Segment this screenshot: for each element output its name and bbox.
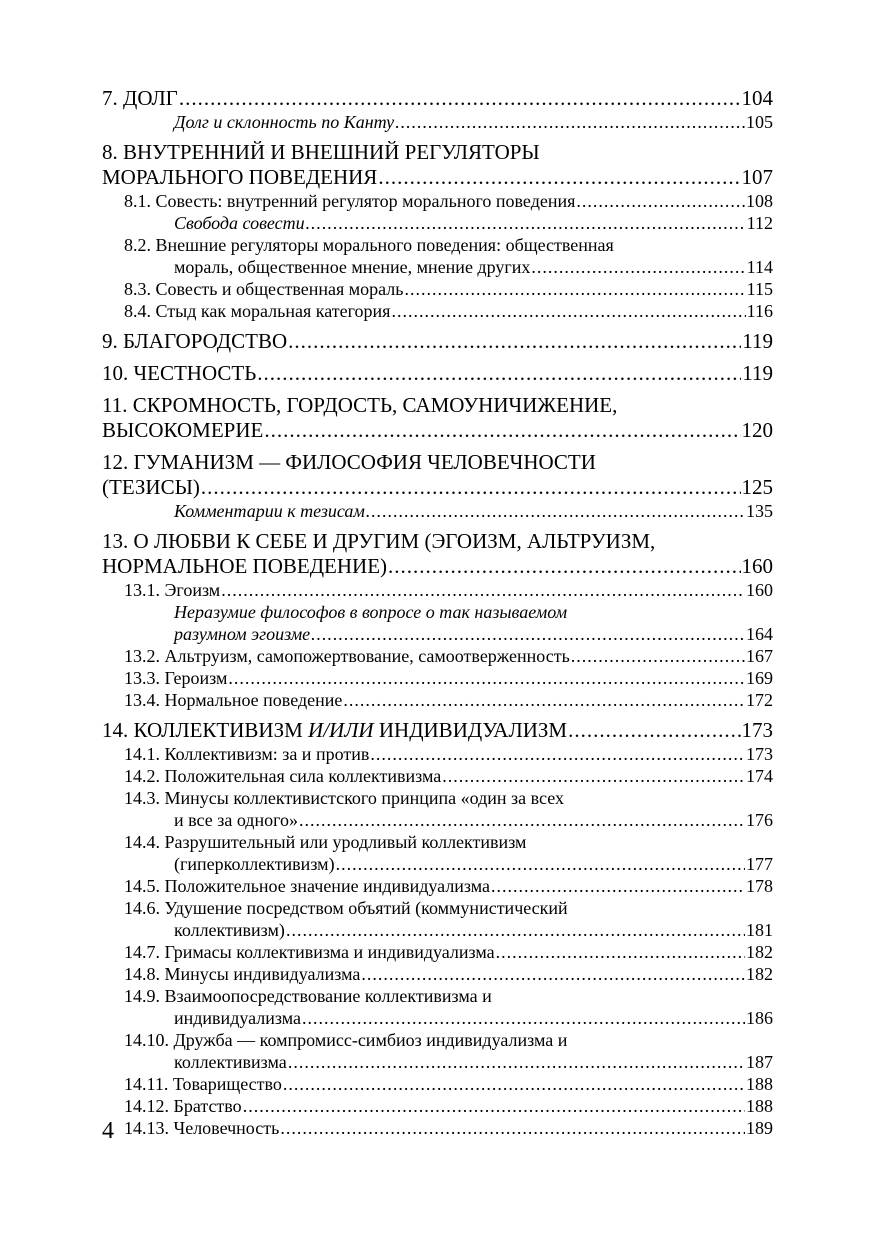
toc-entry-title: и все за одного»	[174, 810, 299, 830]
toc-entry-page: 182	[746, 964, 773, 984]
dot-leader	[405, 278, 746, 300]
toc-entry-title: МОРАЛЬНОГО ПОВЕДЕНИЯ	[102, 165, 378, 189]
toc-entry-11-line1	[102, 393, 773, 418]
toc-entry-title: разумном эгоизме	[174, 624, 311, 644]
toc-entry-title: индивидуализма	[174, 1008, 301, 1028]
toc-entry-page: 188	[746, 1096, 773, 1116]
toc-entry-page: 178	[746, 876, 773, 896]
dot-leader	[336, 853, 745, 875]
dot-leader	[179, 86, 741, 111]
toc-entry-title: 14.13. Человечность	[124, 1118, 280, 1138]
toc-entry-title: 14.10. Дружба — компромисс-симбиоз индивидуализма и	[124, 1030, 568, 1050]
toc-entry-page: 186	[746, 1008, 773, 1028]
toc-entry-8	[102, 165, 773, 190]
toc-entry-14-7	[102, 941, 773, 963]
toc-entry-page: 114	[746, 257, 773, 277]
toc-entry-title: (гиперколлективизм)	[174, 854, 335, 874]
toc-entry-9	[102, 329, 773, 354]
toc-entry-7-sub	[102, 111, 773, 133]
page-number: 4	[102, 1118, 114, 1144]
toc-entry-page: 135	[746, 501, 773, 521]
toc-entry-14	[102, 718, 773, 743]
toc-entry-title: коллективизм)	[174, 920, 285, 940]
toc-entry-title: 14.2. Положительная сила коллективизма	[124, 766, 442, 786]
toc-entry-13-1-sub	[102, 623, 773, 645]
toc-entry-title: Долг и склонность по Канту	[174, 112, 395, 132]
dot-leader	[366, 500, 745, 522]
toc-entry-title-part: И/ИЛИ	[308, 718, 374, 742]
toc-entry-title: 13.2. Альтруизм, самопожертвование, самоотверженность	[124, 646, 570, 666]
toc-entry-14-11	[102, 1073, 773, 1095]
dot-leader	[343, 689, 745, 711]
dot-leader	[571, 645, 745, 667]
toc-entry-14-6	[102, 919, 773, 941]
toc-entry-title: мораль, общественное мнение, мнение других	[174, 257, 531, 277]
toc-entry-title: 7. ДОЛГ	[102, 86, 178, 110]
toc-entry-title: ВЫСОКОМЕРИЕ	[102, 418, 264, 442]
toc-entry-title: коллективизма	[174, 1052, 287, 1072]
toc-entry-page: 177	[746, 854, 773, 874]
toc-entry-title: 10. ЧЕСТНОСТЬ	[102, 361, 257, 385]
dot-leader	[442, 765, 745, 787]
toc-entry-14-8	[102, 963, 773, 985]
toc-entry-page: 172	[746, 690, 773, 710]
table-of-contents	[102, 86, 773, 1139]
dot-leader	[491, 875, 745, 897]
toc-entry-10	[102, 361, 773, 386]
dot-leader	[280, 1117, 745, 1139]
toc-entry-page: 105	[746, 112, 773, 132]
toc-entry-14-4-line1	[102, 831, 773, 853]
dot-leader	[302, 1007, 745, 1029]
toc-entry-14-2	[102, 765, 773, 787]
toc-entry-page: 120	[741, 418, 773, 442]
dot-leader	[288, 1051, 745, 1073]
toc-entry-13-1-sub-line1	[102, 601, 773, 623]
toc-entry-title: 11. СКРОМНОСТЬ, ГОРДОСТЬ, САМОУНИЧИЖЕНИЕ,	[102, 393, 618, 417]
toc-entry-8-2-line1	[102, 234, 773, 256]
dot-leader	[286, 919, 745, 941]
toc-entry-14-13	[102, 1117, 773, 1139]
toc-entry-title: 8.2. Внешние регуляторы морального поведения: общественная	[124, 235, 614, 255]
toc-entry-14-1	[102, 743, 773, 765]
toc-entry-title: 14.11. Товарищество	[124, 1074, 282, 1094]
toc-entry-title: Комментарии к тезисам	[174, 501, 365, 521]
dot-leader	[391, 300, 745, 322]
toc-entry-12-sub	[102, 500, 773, 522]
toc-entry-title: 13. О ЛЮБВИ К СЕБЕ И ДРУГИМ (ЭГОИЗМ, АЛЬТРУИЗМ,	[102, 529, 656, 553]
toc-entry-title: Неразумие философов в вопросе о так называемом	[174, 602, 568, 622]
toc-entry-title: 9. БЛАГОРОДСТВО	[102, 329, 288, 353]
toc-entry-8-line1	[102, 140, 773, 165]
toc-entry-page: 108	[746, 191, 773, 211]
dot-leader	[378, 165, 740, 190]
dot-leader	[306, 212, 746, 234]
toc-entry-8-1	[102, 190, 773, 212]
toc-entry-page: 104	[741, 86, 773, 110]
dot-leader	[311, 623, 745, 645]
toc-entry-7	[102, 86, 773, 111]
toc-entry-14-9	[102, 1007, 773, 1029]
toc-entry-8-4	[102, 300, 773, 322]
toc-entry-8-3	[102, 278, 773, 300]
toc-entry-13-2	[102, 645, 773, 667]
toc-entry-page: 182	[746, 942, 773, 962]
toc-entry-title: 13.4. Нормальное поведение	[124, 690, 343, 710]
dot-leader	[370, 743, 745, 765]
toc-entry-title	[102, 718, 567, 743]
toc-entry-page: 187	[746, 1052, 773, 1072]
toc-entry-title: 14.4. Разрушительный или уродливый коллективизм	[124, 832, 527, 852]
dot-leader	[531, 256, 745, 278]
dot-leader	[228, 667, 745, 689]
toc-entry-page: 181	[746, 920, 773, 940]
dot-leader	[388, 554, 740, 579]
dot-leader	[299, 809, 745, 831]
toc-entry-title: 8.1. Совесть: внутренний регулятор морального поведения	[124, 191, 576, 211]
dot-leader	[576, 190, 745, 212]
toc-entry-title: Свобода совести	[174, 213, 305, 233]
toc-entry-page: 174	[746, 766, 773, 786]
toc-entry-page: 119	[742, 361, 773, 385]
toc-entry-page: 167	[746, 646, 773, 666]
toc-entry-14-3-line1	[102, 787, 773, 809]
toc-entry-14-6-line1	[102, 897, 773, 919]
toc-entry-14-10	[102, 1051, 773, 1073]
toc-entry-title: 14.12. Братство	[124, 1096, 242, 1116]
toc-entry-page: 115	[746, 279, 773, 299]
toc-entry-page: 173	[741, 718, 773, 742]
dot-leader	[221, 579, 745, 601]
toc-entry-14-5	[102, 875, 773, 897]
toc-entry-title: 13.1. Эгоизм	[124, 580, 221, 600]
toc-entry-title: 14.9. Взаимоопосредствование коллективизма и	[124, 986, 492, 1006]
toc-entry-page: 116	[746, 301, 773, 321]
dot-leader	[201, 475, 741, 500]
toc-entry-page: 125	[741, 475, 773, 499]
dot-leader	[568, 718, 740, 743]
dot-leader	[288, 329, 741, 354]
toc-entry-page: 189	[746, 1118, 773, 1138]
toc-entry-page: 169	[746, 668, 773, 688]
toc-entry-title: 14.1. Коллективизм: за и против	[124, 744, 370, 764]
toc-entry-14-9-line1	[102, 985, 773, 1007]
dot-leader	[257, 361, 741, 386]
toc-entry-12	[102, 475, 773, 500]
toc-entry-page: 160	[741, 554, 773, 578]
toc-entry-8-1-sub	[102, 212, 773, 234]
dot-leader	[361, 963, 745, 985]
toc-entry-title: 13.3. Героизм	[124, 668, 228, 688]
toc-entry-page: 173	[746, 744, 773, 764]
toc-entry-13-line1	[102, 529, 773, 554]
dot-leader	[283, 1073, 745, 1095]
toc-entry-14-4	[102, 853, 773, 875]
toc-entry-page: 176	[746, 810, 773, 830]
toc-entry-page: 164	[746, 624, 773, 644]
toc-entry-13-3	[102, 667, 773, 689]
dot-leader	[496, 941, 745, 963]
toc-entry-title: 8.4. Стыд как моральная категория	[124, 301, 391, 321]
toc-entry-14-3	[102, 809, 773, 831]
toc-entry-8-2	[102, 256, 773, 278]
toc-entry-page: 188	[746, 1074, 773, 1094]
toc-entry-title: 14.5. Положительное значение индивидуализма	[124, 876, 491, 896]
toc-entry-title: 8. ВНУТРЕННИЙ И ВНЕШНИЙ РЕГУЛЯТОРЫ	[102, 140, 540, 164]
toc-entry-page: 112	[746, 213, 773, 233]
toc-entry-14-10-line1	[102, 1029, 773, 1051]
toc-entry-11	[102, 418, 773, 443]
toc-entry-title-part: 14. КОЛЛЕКТИВИЗМ	[102, 718, 309, 742]
toc-entry-13	[102, 554, 773, 579]
toc-entry-page: 160	[746, 580, 773, 600]
dot-leader	[243, 1095, 745, 1117]
toc-entry-page: 107	[741, 165, 773, 189]
toc-entry-title: 14.8. Минусы индивидуализма	[124, 964, 361, 984]
toc-entry-title: (ТЕЗИСЫ)	[102, 475, 200, 499]
toc-entry-page: 119	[742, 329, 773, 353]
toc-entry-title: 12. ГУМАНИЗМ — ФИЛОСОФИЯ ЧЕЛОВЕЧНОСТИ	[102, 450, 596, 474]
toc-entry-title: 14.7. Гримасы коллективизма и индивидуализма	[124, 942, 495, 962]
toc-entry-13-4	[102, 689, 773, 711]
toc-entry-title: 8.3. Совесть и общественная мораль	[124, 279, 404, 299]
toc-entry-14-12	[102, 1095, 773, 1117]
dot-leader	[395, 111, 745, 133]
toc-entry-title-part: ИНДИВИДУАЛИЗМ	[373, 718, 568, 742]
toc-entry-title: 14.3. Минусы коллективистского принципа «один за всех	[124, 788, 565, 808]
toc-entry-title: НОРМАЛЬНОЕ ПОВЕДЕНИЕ)	[102, 554, 388, 578]
toc-entry-13-1	[102, 579, 773, 601]
toc-entry-title: 14.6. Удушение посредством объятий (коммунистический	[124, 898, 568, 918]
dot-leader	[264, 418, 740, 443]
toc-entry-12-line1	[102, 450, 773, 475]
